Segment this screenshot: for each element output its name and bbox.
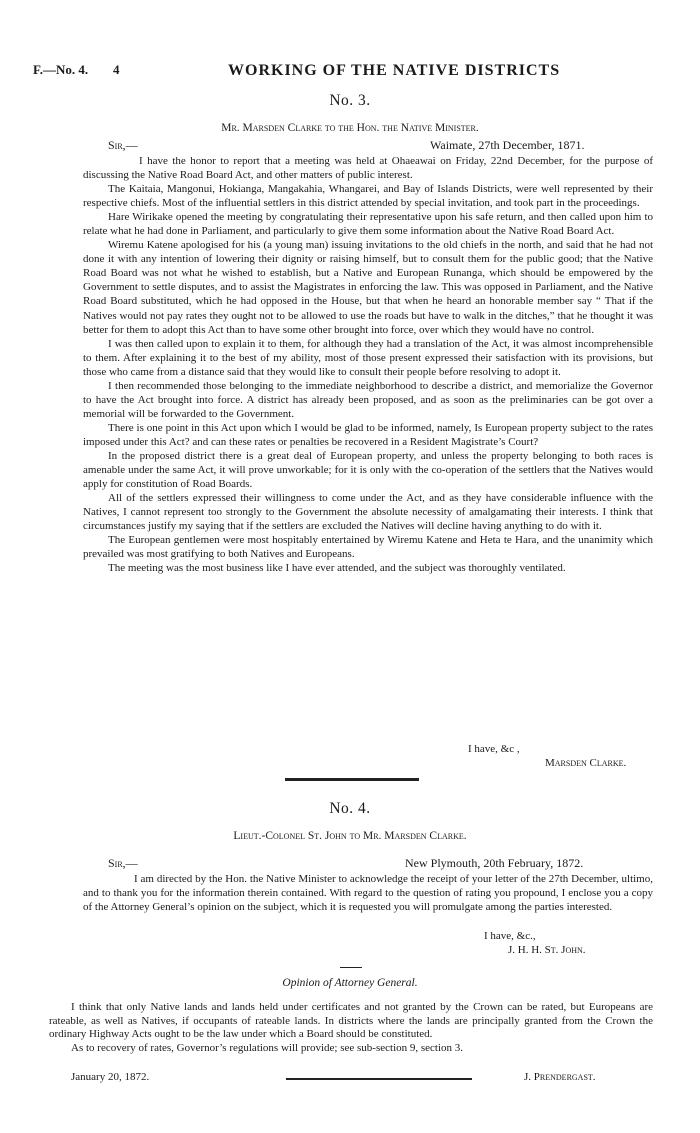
letter-3-paragraph: I have the honor to report that a meeting was held at Ohaeawai on Friday, 22nd December, for the purpose of discussing the Native Road Board Act, and other matters of public interest. [83,155,653,182]
opinion-paragraph: I think that only Native lands and lands held under certificates and not granted by the Crown can be rated, but Europeans are rateable, as well as Natives, if occupants of rateable lands. In districts where the lands are principally granted from the Crown the ordinary Highway Acts ought to be the law under which a Board should be constituted. [49,1001,653,1041]
letter-3-paragraph: There is one point in this Act upon which I would be glad to be informed, namely, Is European property subject to the rates imposed under this Act? and can these rates or penalties be recovered in a Resident Magistrate’s Court? [83,421,653,448]
letter-3-paragraph: Hare Wirikake opened the meeting by congratulating their representative upon his safe return, and then called upon him to relate what he had done in Parliament, and particularly to give them some information about the Native Road Board Act. [83,211,653,238]
letter-4-correspondents: Lieut.-Colonel St. John to Mr. Marsden Clarke. [233,830,467,842]
closing-rule [286,1078,472,1080]
short-divider [340,967,362,968]
letter-4-closing: I have, &c., [484,930,536,942]
letter-4-place-date: New Plymouth, 20th February, 1872. [405,856,584,870]
letter-3-signature: Marsden Clarke. [545,757,627,769]
letter-3-number: No. 3. [329,92,371,109]
letter-3-paragraph: The meeting was the most business like I have ever attended, and the subject was thoroughly ventilated. [108,562,566,575]
letter-3-paragraph: The Kaitaia, Mangonui, Hokianga, Mangakahia, Whangarei, and Bay of Islands Districts, were well represented by their respective chiefs. Most of the influential settlers in this district attended by special invitation, and took part in the proceedings. [83,183,653,210]
letter-3-salutation: Sir,— [108,138,138,152]
document-reference: F.—No. 4. [33,62,89,77]
letter-4-paragraph: I am directed by the Hon. the Native Minister to acknowledge the receipt of your letter of the 27th December, ultimo, and to thank you for the information therein contained. With regard to the question of rating you propound, I enclose you a copy of the Attorney General’s opinion on the subject, which it is requested you will promulgate among the parties interested. [83,873,653,914]
letter-3-paragraph: I was then called upon to explain it to them, for although they had a translation of the Act, it was almost incomprehensible to them. After explaining it to the best of my ability, most of those present expressed their satisfaction with its provisions, but those who came from a distance said that they would like to consult their people before resolving to adopt it. [83,337,653,378]
letter-3-paragraph: I then recommended those belonging to the immediate neighborhood to describe a district, and memorialize the Governor to have the Act brought into force. A district has already been proposed, and as soon as the preliminaries can be got over a memorial will be forwarded to the Government. [83,379,653,420]
page-title: WORKING OF THE NATIVE DISTRICTS [228,62,561,79]
page-number: 4 [113,62,120,77]
letter-4-salutation: Sir,— [108,856,138,870]
letter-3-correspondents: Mr. Marsden Clarke to the Hon. the Native Minister. [221,122,479,134]
letter-4-signature: J. H. H. St. John. [508,944,586,956]
letter-3-place-date: Waimate, 27th December, 1871. [430,138,585,152]
letter-3-paragraph: Wiremu Katene apologised for his (a young man) issuing invitations to the old chiefs in the north, and said that he had not done it with any intention of lowering their dignity or raising himself, but to consult them for the public good; that the Native Road Board was not what he wished to establish, but a Native and European Runanga, which should be empowered by the Government to settle disputes, and to assist the Magistrates in enforcing the law. This was opposed in Parliament, and the Native Road Board substituted, which he had opposed in the House, but that when he heard an honorable member say “ That if the Natives would not pay rates they ought not to be allowed to use the roads but have to walk in the ditches,” that he thought it was better for them to adopt this Act than to have some other brought into force, over which they would have no control. [83,239,653,336]
section-divider [285,778,419,781]
letter-4-number: No. 4. [329,800,371,817]
opinion-signature: J. Prendergast. [524,1071,596,1083]
opinion-heading: Opinion of Attorney General. [282,977,418,989]
opinion-paragraph: As to recovery of rates, Governor’s regulations will provide; see sub-section 9, section 3. [71,1041,464,1054]
opinion-date: January 20, 1872. [71,1071,150,1083]
letter-3-paragraph: The European gentlemen were most hospitably entertained by Wiremu Katene and Heta te Hara, and the unanimity which prevailed was most gratifying to both Natives and Europeans. [83,534,653,561]
letter-3-closing: I have, &c , [468,743,520,755]
letter-3-paragraph: All of the settlers expressed their willingness to come under the Act, and as they have considerable influence with the Natives, I cannot represent too strongly to the Government the absolute necessity of amalgamating their interests. I think that circumstances justify my saying that if the settlers are excluded the Natives will decline having anything to do with it. [83,492,653,533]
letter-3-paragraph: In the proposed district there is a great deal of European property, and unless the property belonging to both races is amenable under the same Act, it will prove unworkable; for it is only with the co-operation of the settlers that the Natives would apply for constitution of Road Boards. [83,449,653,491]
letter-4-body [83,872,653,914]
letter-3-body [83,154,653,575]
opinion-body [49,1001,653,1055]
